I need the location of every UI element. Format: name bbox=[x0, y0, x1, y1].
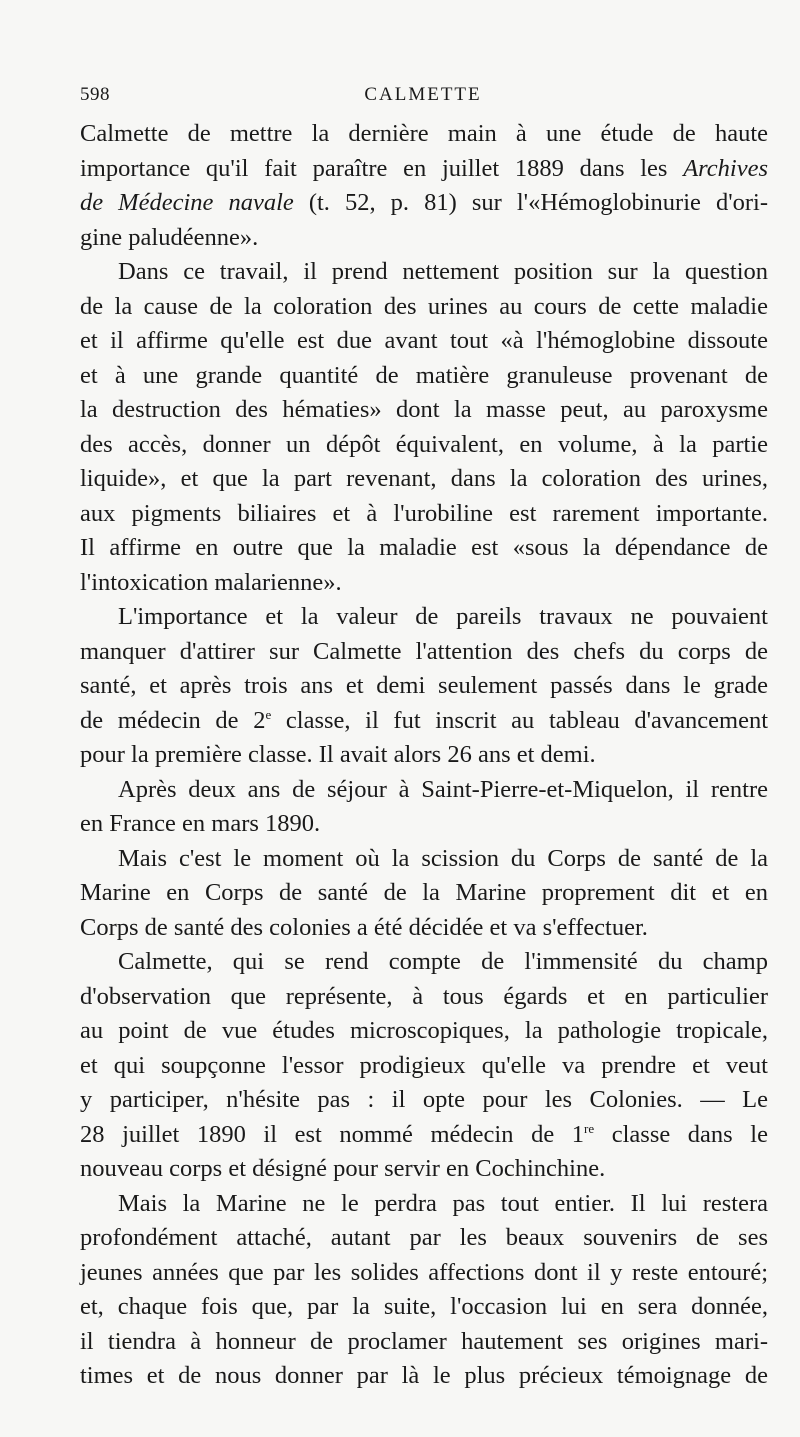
journal-title-italic: Archives bbox=[683, 154, 768, 182]
text-line: Calmette, qui se rend compte de l'immensité du champ bbox=[118, 948, 768, 975]
paragraph bbox=[80, 773, 768, 842]
text-line: jeunes années que par les solides affections dont il y reste entouré; bbox=[80, 1258, 768, 1286]
text-line: la destruction des hématies» dont la masse peut, au paroxysme bbox=[80, 396, 768, 423]
ordinal-superscript: e bbox=[265, 706, 272, 722]
text-line: l'intoxication malarienne». bbox=[80, 568, 342, 596]
text-line: profondément attaché, autant par les beaux souvenirs de ses bbox=[80, 1224, 768, 1251]
paragraph bbox=[80, 255, 768, 600]
page-header bbox=[80, 84, 766, 114]
text-line: aux pigments biliaires et à l'urobiline est rarement importante. bbox=[80, 499, 768, 527]
text-line: et, chaque fois que, par la suite, l'occasion lui en sera donnée, bbox=[80, 1293, 768, 1320]
text-line: Mais la Marine ne le perdra pas tout entier. Il lui restera bbox=[118, 1189, 768, 1217]
text-line: nouveau corps et désigné pour servir en Cochinchine. bbox=[80, 1155, 606, 1182]
running-title: CALMETTE bbox=[364, 84, 482, 105]
text-line: liquide», et que la part revenant, dans la coloration des urines, bbox=[80, 465, 768, 492]
text-line: au point de vue études microscopiques, la pathologie tropicale, bbox=[80, 1017, 768, 1044]
text-line: y participer, n'hésite pas : il opte pour les Colonies. — Le bbox=[80, 1086, 768, 1113]
text-line: Calmette de mettre la dernière main à une étude de haute bbox=[80, 120, 768, 147]
paragraph bbox=[80, 945, 768, 1187]
paragraph bbox=[80, 117, 768, 255]
text-line: et il affirme qu'elle est due avant tout «à l'hémoglobine dissoute bbox=[80, 327, 768, 354]
paragraph bbox=[80, 600, 768, 773]
text-line: Il affirme en outre que la maladie est «sous la dépendance de bbox=[80, 534, 768, 561]
text-line: gine paludéenne». bbox=[80, 223, 259, 251]
text-line: L'importance et la valeur de pareils travaux ne pouvaient bbox=[118, 603, 768, 630]
text-line: de la cause de la coloration des urines au cours de cette maladie bbox=[80, 292, 768, 320]
journal-title-italic: de Médecine navale bbox=[80, 189, 294, 216]
text-line: des accès, donner un dépôt équivalent, en volume, à la partie bbox=[80, 430, 768, 458]
text-line: importance qu'il fait paraître en juillet 1889 dans les Archives bbox=[80, 154, 768, 182]
text-line: Marine en Corps de santé de la Marine proprement dit et en bbox=[80, 879, 768, 906]
text-line: Corps de santé des colonies a été décidée et va s'effectuer. bbox=[80, 913, 648, 941]
text-line: il tiendra à honneur de proclamer hautement ses origines mari- bbox=[80, 1327, 768, 1355]
text-line: d'observation que représente, à tous égards et en particulier bbox=[80, 982, 768, 1010]
text-line: manquer d'attirer sur Calmette l'attention des chefs du corps de bbox=[80, 637, 768, 665]
text-line: et à une grande quantité de matière granuleuse provenant de bbox=[80, 361, 768, 389]
text-line: Mais c'est le moment où la scission du Corps de santé de la bbox=[118, 844, 768, 872]
paragraph bbox=[80, 842, 768, 946]
text-line: en France en mars 1890. bbox=[80, 810, 321, 837]
text-line: Après deux ans de séjour à Saint-Pierre-et-Miquelon, il rentre bbox=[118, 775, 768, 803]
text-line: de médecin de 2e classe, il fut inscrit au tableau d'avancement bbox=[80, 706, 768, 734]
text-line: et qui soupçonne l'essor prodigieux qu'elle va prendre et veut bbox=[80, 1051, 768, 1079]
paragraph bbox=[80, 1187, 768, 1394]
body-text bbox=[80, 117, 768, 1394]
ordinal-superscript: re bbox=[584, 1120, 595, 1136]
page-number: 598 bbox=[80, 84, 110, 105]
text-line: 28 juillet 1890 il est nommé médecin de 1re classe dans le bbox=[80, 1120, 768, 1148]
text-line: santé, et après trois ans et demi seulement passés dans le grade bbox=[80, 672, 768, 699]
text-line: pour la première classe. Il avait alors 26 ans et demi. bbox=[80, 741, 596, 768]
text-line: de Médecine navale (t. 52, p. 81) sur l'«Hémoglobinurie d'ori- bbox=[80, 189, 768, 216]
text-line: times et de nous donner par là le plus précieux témoignage de bbox=[80, 1362, 768, 1389]
text-line: Dans ce travail, il prend nettement position sur la question bbox=[118, 258, 768, 285]
